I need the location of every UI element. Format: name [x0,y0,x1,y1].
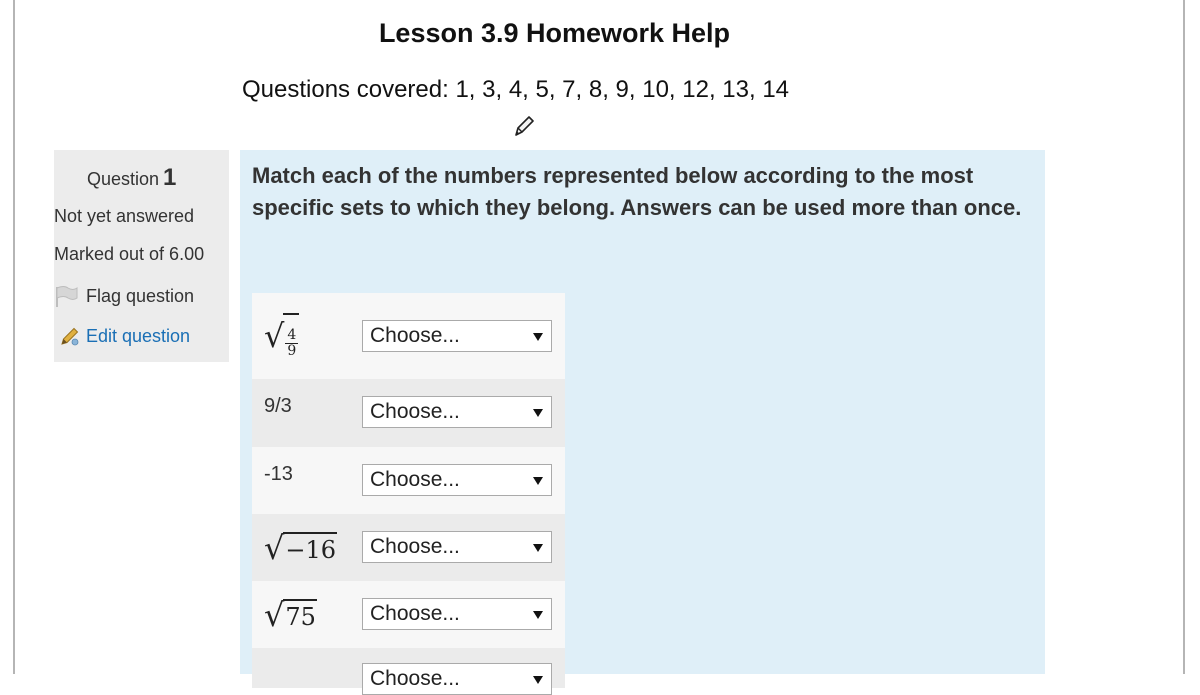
number-label: 9/3 [264,395,292,417]
radicand: −16 [283,532,337,564]
edit-question-link[interactable] [58,324,190,348]
table-row [252,648,565,688]
table-row [252,581,565,648]
page-border-left [13,0,15,674]
answer-select[interactable] [362,464,552,496]
answer-select[interactable] [362,396,552,428]
chevron-down-icon [533,333,543,341]
numerator: 4 [287,327,297,343]
answer-select-value: Choose... [370,602,460,625]
question-text: Match each of the numbers represented below according to the most specific sets to which they belong. Answers can be used more than once. [252,163,1022,220]
flag-question-label: Flag question [86,285,195,306]
sqrt-symbol: √ [264,317,285,355]
chevron-down-icon [533,409,543,417]
chevron-down-icon [533,676,543,684]
chevron-down-icon [533,477,543,485]
radicand: 75 [283,599,317,631]
math-expression [252,293,357,379]
number-label: -13 [264,463,293,485]
table-row [252,379,565,447]
question-label-text: Question [87,169,160,189]
question-status: Not yet answered [54,206,195,226]
answer-select-value: Choose... [370,667,460,690]
math-expression [252,581,357,648]
denominator: 9 [287,343,297,359]
page-title: Lesson 3.9 Homework Help [378,18,731,48]
question-label [87,164,176,192]
answer-select[interactable] [362,598,552,630]
answer-select-value: Choose... [370,400,460,423]
questions-covered: Questions covered: 1, 3, 4, 5, 7, 8, 9, 10, 12, 13, 14 [242,76,790,103]
question-number: 1 [163,164,177,191]
fraction [285,328,298,359]
sqrt-symbol: √ [264,528,285,567]
chevron-down-icon [533,544,543,552]
pencil-icon [510,114,536,140]
edit-question-label: Edit question [86,325,191,346]
match-table [252,293,565,688]
answer-select[interactable] [362,663,552,695]
question-info-panel [54,150,229,362]
table-row [252,293,565,379]
flag-icon [54,284,80,308]
answer-select-value: Choose... [370,535,460,558]
flag-question-button[interactable] [54,284,194,308]
chevron-down-icon [533,611,543,619]
table-row [252,514,565,581]
question-content [240,150,1045,690]
answer-select-value: Choose... [370,324,460,347]
page-border-right [1183,0,1185,674]
edit-icon [58,324,82,348]
math-expression [252,514,357,581]
question-marks: Marked out of 6.00 [54,244,205,264]
radicand [283,313,299,359]
sqrt-symbol: √ [264,595,285,634]
answer-select[interactable] [362,320,552,352]
table-row [252,447,565,514]
answer-select[interactable] [362,531,552,563]
answer-select-value: Choose... [370,468,460,491]
